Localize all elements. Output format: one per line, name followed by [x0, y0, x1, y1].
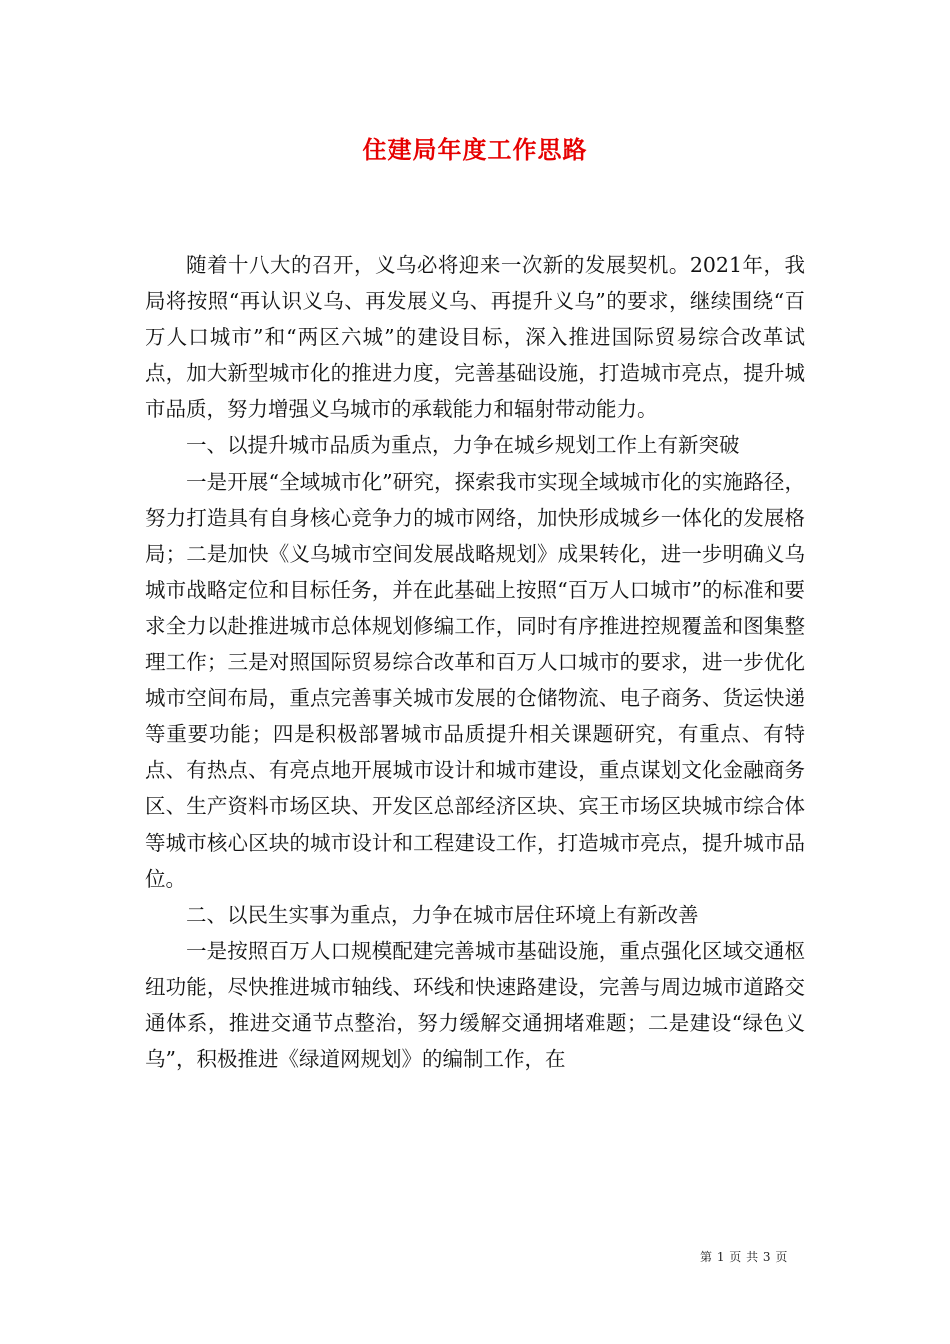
paragraph-intro: 随着十八大的召开，义乌必将迎来一次新的发展契机。2021年，我局将按照“再认识义乌、再发展义乌、再提升义乌”的要求，继续围绕“百万人口城市”和“两区六城”的建设目标，深入推进国际贸易综合改革试点，加大新型城市化的推进力度，完善基础设施，打造城市亮点，提升城市品质，努力增强义乌城市的承载能力和辐射带动能力。	[145, 253, 805, 422]
paragraph-section-1: 一是开展“全域城市化”研究，探索我市实现全域城市化的实施路径，努力打造具有自身核心竞争力的城市网络，加快形成城乡一体化的发展格局；二是加快《义乌城市空间发展战略规划》成果转化，进一步明确义乌城市战略定位和目标任务，并在此基础上按照“百万人口城市”的标准和要求全力以赴推进城市总体规划修编工作，同时有序推进控规覆盖和图集整理工作；三是对照国际贸易综合改革和百万人口城市的要求，进一步优化城市空间布局，重点完善事关城市发展的仓储物流、电子商务、货运快递等重要功能；四是积极部署城市品质提升相关课题研究，有重点、有特点、有热点、有亮点地开展城市设计和城市建设，重点谋划文化金融商务区、生产资料市场区块、开发区总部经济区块、宾王市场区块城市综合体等城市核心区块的城市设计和工程建设工作，打造城市亮点，提升城市品位。	[145, 469, 805, 891]
heading-section-1: 一、以提升城市品质为重点，力争在城乡规划工作上有新突破	[186, 433, 740, 458]
paragraph-section-2: 一是按照百万人口规模配建完善城市基础设施，重点强化区域交通枢纽功能，尽快推进城市轴线、环线和快速路建设，完善与周边城市道路交通体系，推进交通节点整治，努力缓解交通拥堵难题；二是建设“绿色义乌”，积极推进《绿道网规划》的编制工作，在	[145, 938, 805, 1072]
document-body	[145, 247, 805, 1077]
document-title: 住建局年度工作思路	[362, 135, 588, 164]
page-number: 第 1 页 共 3 页	[700, 1250, 788, 1264]
heading-section-2: 二、以民生实事为重点，力争在城市居住环境上有新改善	[186, 902, 699, 927]
